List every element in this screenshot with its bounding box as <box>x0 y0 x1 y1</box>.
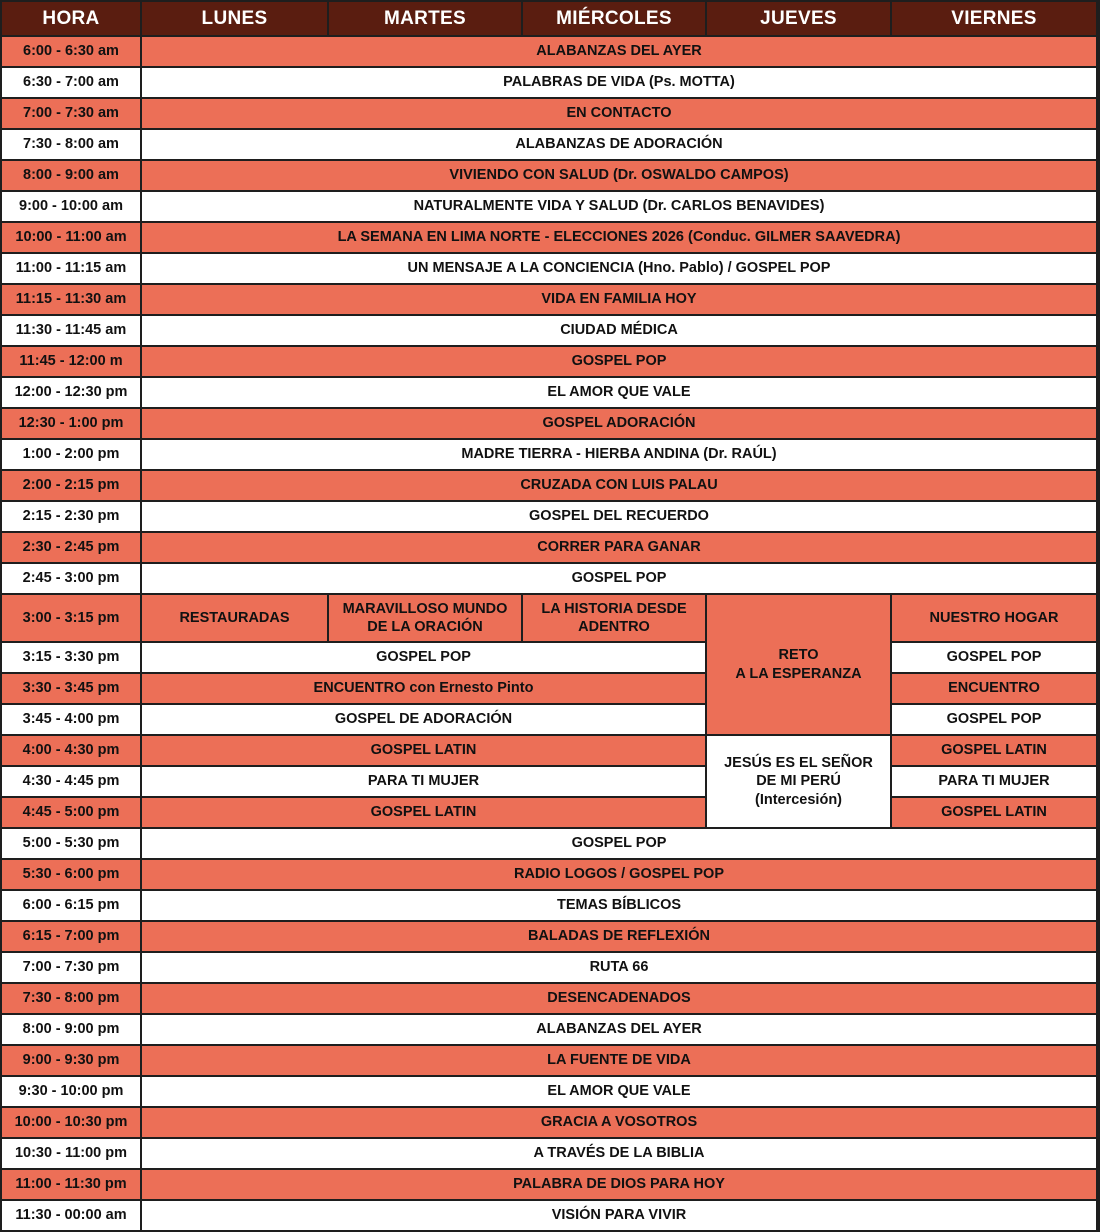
program-cell: GOSPEL POP <box>142 643 705 672</box>
program-cell: A TRAVÉS DE LA BIBLIA <box>142 1139 1096 1168</box>
program-cell-text <box>343 600 508 636</box>
time-cell: 7:30 - 8:00 pm <box>2 984 140 1013</box>
program-cell: EN CONTACTO <box>142 99 1096 128</box>
program-cell: TEMAS BÍBLICOS <box>142 891 1096 920</box>
time-cell: 12:30 - 1:00 pm <box>2 409 140 438</box>
time-cell: 8:00 - 9:00 am <box>2 161 140 190</box>
program-cell-text <box>541 600 686 636</box>
merged-program-cell-line: (Intercesión) <box>754 791 842 808</box>
time-cell: 7:00 - 7:30 am <box>2 99 140 128</box>
time-cell: 7:30 - 8:00 am <box>2 130 140 159</box>
merged-program-cell-line: DE MI PERÚ <box>756 773 841 790</box>
time-cell: 11:00 - 11:15 am <box>2 254 140 283</box>
time-cell: 2:15 - 2:30 pm <box>2 502 140 531</box>
merged-program-cell-line: RETO <box>778 647 819 664</box>
time-cell: 10:00 - 11:00 am <box>2 223 140 252</box>
program-cell: GOSPEL DE ADORACIÓN <box>142 705 705 734</box>
program-cell: GOSPEL ADORACIÓN <box>142 409 1096 438</box>
program-cell: GOSPEL LATIN <box>892 798 1096 827</box>
program-cell: UN MENSAJE A LA CONCIENCIA (Hno. Pablo) / GOSPEL POP <box>142 254 1096 283</box>
program-cell: CORRER PARA GANAR <box>142 533 1096 562</box>
time-cell: 3:30 - 3:45 pm <box>2 674 140 703</box>
column-header-martes: MARTES <box>329 2 521 35</box>
program-cell: BALADAS DE REFLEXIÓN <box>142 922 1096 951</box>
time-cell: 11:15 - 11:30 am <box>2 285 140 314</box>
time-cell: 2:00 - 2:15 pm <box>2 471 140 500</box>
time-cell: 12:00 - 12:30 pm <box>2 378 140 407</box>
time-cell: 6:00 - 6:30 am <box>2 37 140 66</box>
time-cell: 2:45 - 3:00 pm <box>2 564 140 593</box>
program-cell: ALABANZAS DEL AYER <box>142 37 1096 66</box>
program-cell: PARA TI MUJER <box>142 767 705 796</box>
program-cell: EL AMOR QUE VALE <box>142 378 1096 407</box>
program-cell: GOSPEL POP <box>892 705 1096 734</box>
program-cell: CRUZADA CON LUIS PALAU <box>142 471 1096 500</box>
program-cell: LA SEMANA EN LIMA NORTE - ELECCIONES 2026 (Conduc. GILMER SAAVEDRA) <box>142 223 1096 252</box>
program-cell: RUTA 66 <box>142 953 1096 982</box>
time-cell: 4:30 - 4:45 pm <box>2 767 140 796</box>
merged-program-cell-text <box>724 754 873 808</box>
program-cell: RESTAURADAS <box>142 595 327 641</box>
column-header-hora: HORA <box>2 2 140 35</box>
time-cell: 6:15 - 7:00 pm <box>2 922 140 951</box>
program-cell: ENCUENTRO <box>892 674 1096 703</box>
program-cell: ALABANZAS DE ADORACIÓN <box>142 130 1096 159</box>
time-cell: 3:45 - 4:00 pm <box>2 705 140 734</box>
program-cell: RADIO LOGOS / GOSPEL POP <box>142 860 1096 889</box>
column-header-miércoles: MIÉRCOLES <box>523 2 705 35</box>
program-cell: GOSPEL LATIN <box>142 736 705 765</box>
program-cell: GOSPEL POP <box>142 829 1096 858</box>
program-cell: ENCUENTRO con Ernesto Pinto <box>142 674 705 703</box>
program-cell: EL AMOR QUE VALE <box>142 1077 1096 1106</box>
time-cell: 10:00 - 10:30 pm <box>2 1108 140 1137</box>
time-cell: 9:00 - 9:30 pm <box>2 1046 140 1075</box>
time-cell: 6:00 - 6:15 pm <box>2 891 140 920</box>
time-cell: 11:30 - 11:45 am <box>2 316 140 345</box>
program-cell: PARA TI MUJER <box>892 767 1096 796</box>
program-cell <box>329 595 521 641</box>
time-cell: 1:00 - 2:00 pm <box>2 440 140 469</box>
time-cell: 9:00 - 10:00 am <box>2 192 140 221</box>
time-cell: 11:45 - 12:00 m <box>2 347 140 376</box>
program-cell: GOSPEL POP <box>142 564 1096 593</box>
program-cell: ALABANZAS DEL AYER <box>142 1015 1096 1044</box>
column-header-jueves: JUEVES <box>707 2 890 35</box>
merged-program-cell-line: A LA ESPERANZA <box>735 665 862 682</box>
program-cell-line: ADENTRO <box>578 619 650 635</box>
program-cell: GOSPEL LATIN <box>892 736 1096 765</box>
time-cell: 4:45 - 5:00 pm <box>2 798 140 827</box>
program-cell: PALABRA DE DIOS PARA HOY <box>142 1170 1096 1199</box>
program-cell: LA FUENTE DE VIDA <box>142 1046 1096 1075</box>
program-cell: GRACIA A VOSOTROS <box>142 1108 1096 1137</box>
merged-program-cell <box>707 595 890 734</box>
time-cell: 5:30 - 6:00 pm <box>2 860 140 889</box>
program-cell: MADRE TIERRA - HIERBA ANDINA (Dr. RAÚL) <box>142 440 1096 469</box>
time-cell: 4:00 - 4:30 pm <box>2 736 140 765</box>
time-cell: 7:00 - 7:30 pm <box>2 953 140 982</box>
program-cell: PALABRAS DE VIDA (Ps. MOTTA) <box>142 68 1096 97</box>
program-cell: CIUDAD MÉDICA <box>142 316 1096 345</box>
time-cell: 5:00 - 5:30 pm <box>2 829 140 858</box>
program-cell: GOSPEL POP <box>892 643 1096 672</box>
column-header-lunes: LUNES <box>142 2 327 35</box>
program-cell: NATURALMENTE VIDA Y SALUD (Dr. CARLOS BENAVIDES) <box>142 192 1096 221</box>
program-cell: GOSPEL DEL RECUERDO <box>142 502 1096 531</box>
time-cell: 11:00 - 11:30 pm <box>2 1170 140 1199</box>
program-cell: NUESTRO HOGAR <box>892 595 1096 641</box>
program-cell: GOSPEL LATIN <box>142 798 705 827</box>
program-cell <box>523 595 705 641</box>
program-cell: VIVIENDO CON SALUD (Dr. OSWALDO CAMPOS) <box>142 161 1096 190</box>
time-cell: 10:30 - 11:00 pm <box>2 1139 140 1168</box>
time-cell: 6:30 - 7:00 am <box>2 68 140 97</box>
program-cell: DESENCADENADOS <box>142 984 1096 1013</box>
merged-program-cell <box>707 736 890 827</box>
merged-program-cell-text <box>735 646 861 682</box>
time-cell: 2:30 - 2:45 pm <box>2 533 140 562</box>
program-cell: VIDA EN FAMILIA HOY <box>142 285 1096 314</box>
column-header-viernes: VIERNES <box>892 2 1096 35</box>
time-cell: 11:30 - 00:00 am <box>2 1201 140 1230</box>
time-cell: 3:15 - 3:30 pm <box>2 643 140 672</box>
merged-program-cell-line: JESÚS ES EL SEÑOR <box>724 755 873 772</box>
program-cell-line: MARAVILLOSO MUNDO <box>342 600 508 617</box>
time-cell: 3:00 - 3:15 pm <box>2 595 140 641</box>
program-cell-line: DE LA ORACIÓN <box>367 619 483 635</box>
program-cell-line: LA HISTORIA DESDE <box>541 600 687 617</box>
time-cell: 8:00 - 9:00 pm <box>2 1015 140 1044</box>
program-cell: GOSPEL POP <box>142 347 1096 376</box>
time-cell: 9:30 - 10:00 pm <box>2 1077 140 1106</box>
program-cell: VISIÓN PARA VIVIR <box>142 1201 1096 1230</box>
